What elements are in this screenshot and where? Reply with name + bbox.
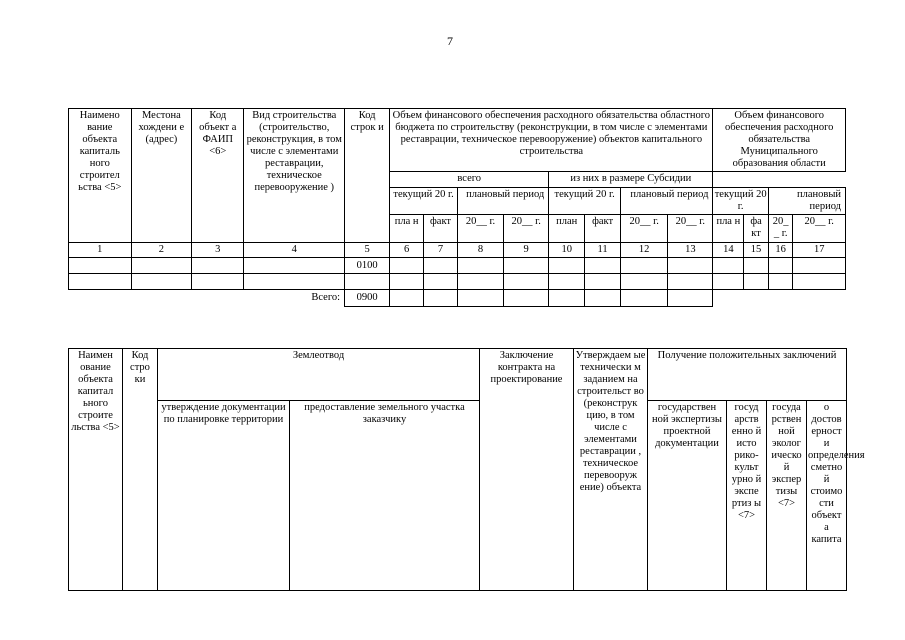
column-number: 5 <box>345 243 390 258</box>
header-current-year-a: текущий 20 г. <box>390 188 458 215</box>
header-plan-c: пла н <box>713 215 744 243</box>
header-empty <box>713 172 846 188</box>
header-regional-financing: Объем финансового обеспечения расходного обязательства областного бюджета по строительству (реконструкции, в том числе с элементами реставрации, техническое перевооружение) объектов капитального строительства <box>390 109 713 172</box>
column-number: 3 <box>192 243 244 258</box>
header-approved-task: Утверждаем ые технически м заданием на строительст во (реконструк цию, в том числе с элементами реставрации , техническое перевооруж ение) объекта <box>574 349 648 591</box>
header-land-plot: предоставление земельного участка заказчику <box>290 401 480 591</box>
table-row <box>69 274 846 290</box>
column-number: 2 <box>131 243 192 258</box>
header-fact-c: фа кт <box>744 215 769 243</box>
column-number: 7 <box>424 243 458 258</box>
approvals-table <box>68 348 865 591</box>
header-plan-a: пла н <box>390 215 424 243</box>
header-subsidy: из них в размере Субсидии <box>549 172 713 188</box>
column-number: 13 <box>668 243 713 258</box>
header-current-year-b: текущий 20 г. <box>549 188 621 215</box>
header-planned-period-b: плановый период <box>621 188 713 215</box>
total-label: Всего: <box>311 292 341 304</box>
header-current-year-c: текущий 20 г. <box>713 188 768 215</box>
header-state-expertise: государствен ной экспертизы проектной документации <box>648 401 727 591</box>
header-year-b2: 20__ г. <box>668 215 713 243</box>
column-number: 1 <box>69 243 132 258</box>
column-number: 14 <box>713 243 744 258</box>
header-total: всего <box>390 172 549 188</box>
header-planned-period-a: плановый период <box>457 188 548 215</box>
column-number: 8 <box>457 243 503 258</box>
header-fact-a: факт <box>424 215 458 243</box>
header-planning-documentation: утверждение документации по планировке территории <box>158 401 290 591</box>
column-number: 17 <box>793 243 846 258</box>
header-planned-period-c: плановый период <box>768 188 845 215</box>
header-row-code: Код стро ки <box>123 349 158 591</box>
header-contract-design: Заключение контракта на проектирование <box>480 349 574 591</box>
total-row-code: 0900 <box>345 290 390 307</box>
page-number: 7 <box>447 34 453 48</box>
header-land-allotment: Землеотвод <box>158 349 480 401</box>
header-historical-expertise: госуд арств енно й исто рико-культ урно й экспе ртиз ы <7> <box>727 401 767 591</box>
header-row-code: Код строк и <box>345 109 390 243</box>
column-number: 16 <box>768 243 793 258</box>
header-year-c2: 20__ г. <box>793 215 846 243</box>
header-ecological-expertise: госуда рствен ной эколог ическо й экспер тизы <7> <box>767 401 807 591</box>
header-municipal-financing: Объем финансового обеспечения расходного обязательства Муниципального образования области <box>713 109 846 172</box>
header-year-a2: 20__ г. <box>504 215 549 243</box>
column-number: 6 <box>390 243 424 258</box>
header-construction-type: Вид строительства (строительство, реконструкция, в том числе с элементами реставрации, техническое перевооружение ) <box>244 109 345 243</box>
header-fact-b: факт <box>585 215 621 243</box>
header-year-a1: 20__ г. <box>457 215 503 243</box>
header-object-name: Наимен ование объекта капитал ьного строите льства <5> <box>69 349 123 591</box>
total-row <box>69 290 846 307</box>
financing-table <box>68 108 846 307</box>
header-location: Местона хождени е (адрес) <box>131 109 192 243</box>
header-year-c1: 20_ _ г. <box>768 215 793 243</box>
column-number: 11 <box>585 243 621 258</box>
header-positive-conclusions: Получение положительных заключений <box>648 349 847 401</box>
header-object-name: Наимено вание объекта капиталь ного строител ьства <5> <box>69 109 132 243</box>
row-code: 0100 <box>345 258 390 274</box>
column-number: 9 <box>504 243 549 258</box>
column-number: 12 <box>621 243 668 258</box>
column-number: 10 <box>549 243 585 258</box>
header-year-b1: 20__ г. <box>621 215 668 243</box>
header-cost-reliability: о достов ерност и определения сметно й стоимо сти объект а капита <box>807 401 847 591</box>
column-number: 15 <box>744 243 769 258</box>
header-plan-b: план <box>549 215 585 243</box>
column-number: 4 <box>244 243 345 258</box>
header-faip-code: Код объект а ФАИП <6> <box>192 109 244 243</box>
table-row <box>69 258 846 274</box>
